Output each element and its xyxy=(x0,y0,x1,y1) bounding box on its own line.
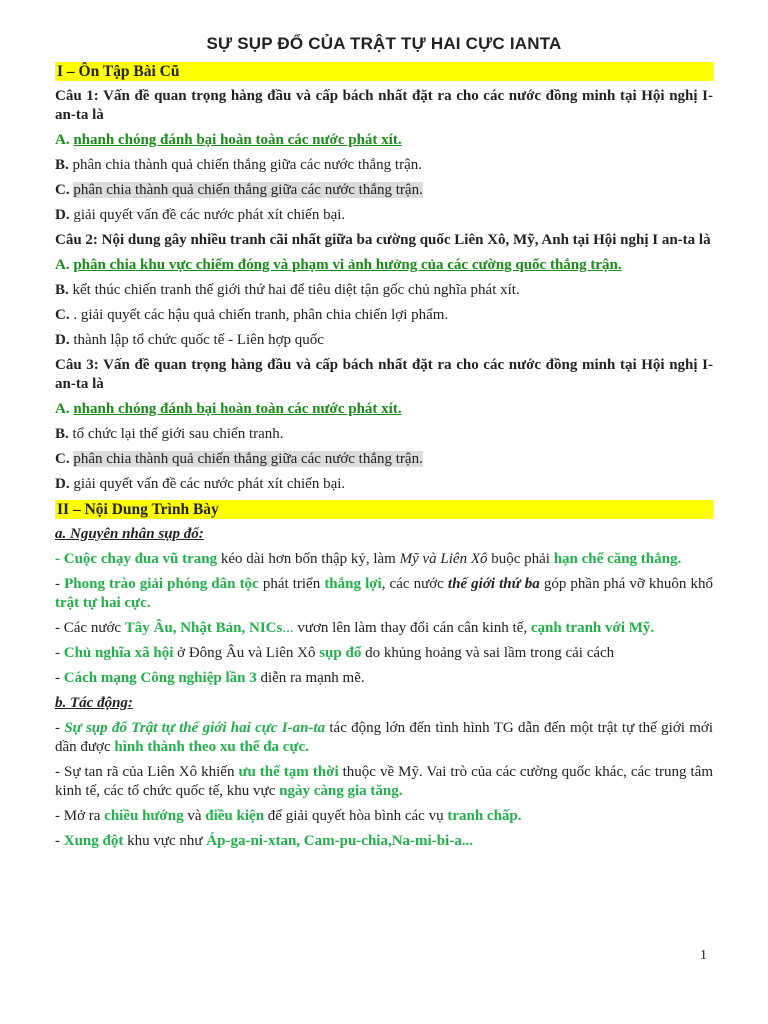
body-text: - xyxy=(55,645,64,661)
body-text: - Mở ra xyxy=(55,808,105,824)
body-text: để giải quyết hòa bình các vụ xyxy=(264,808,448,824)
subheading-impacts xyxy=(55,694,713,713)
impact-item xyxy=(55,832,713,851)
page-number: 1 xyxy=(700,948,707,963)
cause-item xyxy=(55,619,713,638)
option-label: C. xyxy=(55,182,70,198)
cause-item xyxy=(55,669,713,688)
option-text: . giải quyết các hậu quả chiến tranh, phân chia chiến lợi phẩm. xyxy=(69,307,449,323)
question-3-option-b xyxy=(55,425,713,444)
highlight-text: chiều hướng xyxy=(104,808,184,824)
correct-answer-text: phân chia khu vực chiếm đóng và phạm vi ảnh hưởng của các cường quốc thắng trận. xyxy=(73,257,622,273)
body-text: - xyxy=(55,720,65,736)
highlight-text: sụp đổ xyxy=(319,645,362,661)
question-1-option-c xyxy=(55,181,713,200)
body-text: khu vực như xyxy=(123,833,207,849)
question-2-option-c xyxy=(55,306,713,325)
highlight-text: Chủ nghĩa xã hội xyxy=(63,645,174,661)
body-text: kéo dài hơn bốn thập kỷ, làm xyxy=(217,551,400,567)
highlight-text: điều kiện xyxy=(205,808,265,824)
highlight-text: Tây Âu, Nhật Bản, NICs xyxy=(124,620,283,636)
body-text: thuộc về Mỹ. Vai trò của các cường quốc khác, các trung tâm kinh tế, các tổ chức quốc tế, khu vực xyxy=(55,764,713,799)
body-text: tác động lớn đến tình hình TG dẫn đến một trật tự thế giới mới dần được xyxy=(55,720,713,755)
impact-item xyxy=(55,719,713,757)
option-label: D. xyxy=(55,476,70,492)
body-text: diễn ra mạnh mẽ. xyxy=(256,670,365,686)
highlight-text: hình thành theo xu thế đa cực. xyxy=(114,739,309,755)
option-text: phân chia thành quả chiến thắng giữa các nước thắng trận. xyxy=(73,182,423,198)
option-text: phân chia thành quả chiến thắng giữa các nước thắng trận. xyxy=(68,157,422,173)
highlight-text: thắng lợi xyxy=(324,576,382,592)
option-label: A. xyxy=(55,257,70,273)
italic-text: Mỹ và Liên Xô xyxy=(399,551,488,567)
highlight-text: - Cuộc chạy đua vũ trang xyxy=(55,551,218,567)
subheading-text: a. Nguyên nhân sụp đổ: xyxy=(55,526,204,542)
question-3-option-c xyxy=(55,450,713,469)
body-text: góp phần phá vỡ khuôn khổ xyxy=(539,576,713,592)
option-text: phân chia thành quả chiến thắng giữa các nước thắng trận. xyxy=(73,451,423,467)
highlight-text: ... xyxy=(282,620,294,636)
question-1-option-b xyxy=(55,156,713,175)
body-text: - xyxy=(55,576,65,592)
body-text: vươn lên làm thay đổi cán cân kinh tế, xyxy=(293,620,531,636)
question-text: Nội dung gây nhiều tranh cãi nhất giữa ba cường quốc Liên Xô, Mỹ, Anh tại Hội nghị I an-ta là xyxy=(97,232,711,248)
option-text: giải quyết vấn đề các nước phát xít chiến bại. xyxy=(69,476,346,492)
option-label: D. xyxy=(55,332,70,348)
body-text: do khủng hoảng và sai lầm trong cải cách xyxy=(361,645,615,661)
question-3 xyxy=(55,356,713,394)
option-text: giải quyết vấn đề các nước phát xít chiến bại. xyxy=(69,207,346,223)
cause-item xyxy=(55,575,713,613)
question-3-option-a xyxy=(55,400,713,419)
option-label: C. xyxy=(55,451,70,467)
subheading-text: b. Tác động: xyxy=(55,695,133,711)
question-label: Câu 3: xyxy=(55,357,99,373)
question-2 xyxy=(55,231,713,250)
option-label: A. xyxy=(55,132,70,148)
cause-item xyxy=(55,550,713,569)
question-label: Câu 2: xyxy=(55,232,98,248)
highlight-text: Xung đột xyxy=(63,833,124,849)
body-text: ở Đông Âu và Liên Xô xyxy=(173,645,320,661)
body-text: buộc phải xyxy=(487,551,554,567)
question-3-option-d xyxy=(55,475,713,494)
body-text: - xyxy=(55,670,64,686)
section-heading-review: I – Ôn Tập Bài Cũ xyxy=(55,62,713,81)
highlight-text: Cách mạng Công nghiệp lần 3 xyxy=(63,670,257,686)
question-2-option-d xyxy=(55,331,713,350)
question-2-option-a xyxy=(55,256,713,275)
section-heading-content: II – Nội Dung Trình Bày xyxy=(55,500,713,519)
question-1-option-d xyxy=(55,206,713,225)
highlight-text: Áp-ga-ni-xtan, Cam-pu-chia,Na-mi-bi-a... xyxy=(206,833,473,849)
highlight-text: hạn chế căng thẳng. xyxy=(553,551,682,567)
body-text: phát triển xyxy=(258,576,325,592)
body-text: và xyxy=(183,808,206,824)
highlight-text: ưu thế tạm thời xyxy=(238,764,339,780)
question-1-option-a xyxy=(55,131,713,150)
highlight-text: trật tự hai cực. xyxy=(55,595,151,611)
highlight-text: ngày càng gia tăng. xyxy=(279,783,403,799)
impact-item xyxy=(55,807,713,826)
question-text: Vấn đề quan trọng hàng đầu và cấp bách nhất đặt ra cho các nước đồng minh tại Hội nghị I-an-ta là xyxy=(55,357,713,392)
question-2-option-b xyxy=(55,281,713,300)
option-text: kết thúc chiến tranh thế giới thứ hai để tiêu diệt tận gốc chủ nghĩa phát xít. xyxy=(68,282,520,298)
option-label: D. xyxy=(55,207,70,223)
bold-italic-text: thế giới thứ ba xyxy=(447,576,540,592)
correct-answer-text: nhanh chóng đánh bại hoàn toàn các nước phát xít. xyxy=(73,401,402,417)
option-label: B. xyxy=(55,282,69,298)
body-text: - Các nước xyxy=(55,620,125,636)
question-label: Câu 1: xyxy=(55,88,99,104)
body-text: - Sự tan rã của Liên Xô khiến xyxy=(55,764,239,780)
question-1 xyxy=(55,87,713,125)
subheading-causes xyxy=(55,525,713,544)
highlight-text: cạnh tranh với Mỹ. xyxy=(530,620,655,636)
question-text: Vấn đề quan trọng hàng đầu và cấp bách nhất đặt ra cho các nước đồng minh tại Hội nghị I-an-ta là xyxy=(55,88,713,123)
option-label: B. xyxy=(55,157,69,173)
document-page xyxy=(55,30,713,857)
body-text: , các nước xyxy=(381,576,448,592)
option-text: thành lập tổ chức quốc tế - Liên hợp quốc xyxy=(69,332,324,348)
option-text: tổ chức lại thế giới sau chiến tranh. xyxy=(68,426,284,442)
option-label: C. xyxy=(55,307,70,323)
cause-item xyxy=(55,644,713,663)
highlight-text: Sự sụp đổ Trật tự thế giới hai cực I-an-ta xyxy=(64,720,326,736)
page-title: SỰ SỤP ĐỔ CỦA TRẬT TỰ HAI CỰC IANTA xyxy=(206,34,562,53)
highlight-text: Phong trào giải phóng dân tộc xyxy=(64,576,259,592)
option-label: B. xyxy=(55,426,69,442)
option-label: A. xyxy=(55,401,70,417)
correct-answer-text: nhanh chóng đánh bại hoàn toàn các nước phát xít. xyxy=(73,132,402,148)
highlight-text: tranh chấp. xyxy=(447,808,522,824)
impact-item xyxy=(55,763,713,801)
body-text: - xyxy=(55,833,64,849)
